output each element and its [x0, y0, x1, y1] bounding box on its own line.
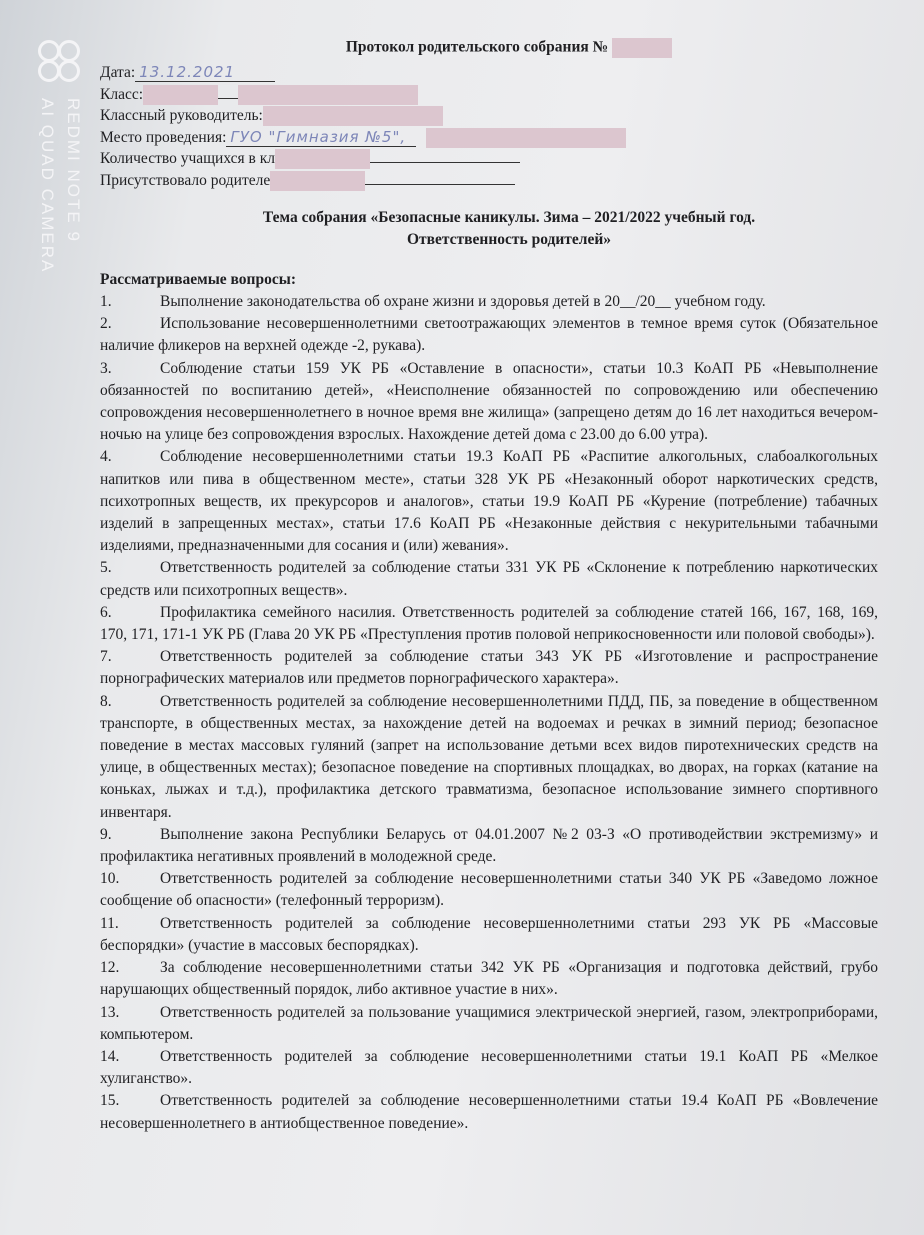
- students-field: Количество учащихся в кл: [100, 148, 878, 170]
- item-number: 14.: [100, 1047, 120, 1065]
- date-field: Дата: 13.12.2021: [100, 62, 878, 84]
- agenda-item: [100, 446, 878, 557]
- date-value: 13.12.2021: [135, 63, 275, 82]
- item-number: 3.: [100, 359, 112, 377]
- item-text: Ответственность родителей за соблюдение несовершеннолетними статьи 293 УК РБ «Массовые беспорядки» (участие в массовых беспорядках).: [100, 914, 878, 954]
- item-text: Профилактика семейного насилия. Ответственность родителей за соблюдение статей 166, 167, 168, 169, 170, 171, 171-1 УК РБ (Глава 20 УК РБ «Преступления против половой неприкосновенности или половой свободы»).: [100, 603, 878, 644]
- item-text: Ответственность родителей за соблюдение несовершеннолетними ПДД, ПБ, за поведение в общественном транспорте, в общественных местах, за нахождение детей на водоемах и речках в зимний период; безопасное поведение в местах массовых гуляний (запрет на использование детьми всех видов пиротехнических средств на улице, в общественных местах); безопасное поведение на спортивных площадках, во дворах, на горках (катание на коньках, лыжах и т.д.), профилактика детского травматизма, безопасное использование зимнего спортивного инвентаря.: [100, 692, 878, 821]
- agenda-item: [100, 1002, 878, 1046]
- item-text: Соблюдение несовершеннолетними статьи 19.3 КоАП РБ «Распитие алкогольных, слабоалкогольных напитков или пива в общественном месте», статьи 328 УК РБ «Незаконный оборот наркотических средств, психотропных веществ, их прекурсоров и аналогов», статьи 19.9 КоАП РБ «Курение (потребление) табачных изделий в запрещенных местах», статьи 17.6 КоАП РБ «Незаконные действия с некурительными табачными изделиями, предназначенными для сосания и (или) жевания».: [100, 448, 878, 555]
- place-value: ГУО "Гимназия №5",: [226, 128, 416, 147]
- watermark-line1: REDMI NOTE 9: [64, 98, 83, 243]
- agenda-item: [100, 646, 878, 690]
- agenda-item: [100, 358, 878, 447]
- document-title: Протокол родительского собрания №: [140, 38, 878, 62]
- item-number: 11.: [100, 914, 119, 932]
- item-number: 9.: [100, 825, 112, 843]
- place-field: Место проведения: ГУО "Гимназия №5",: [100, 127, 878, 149]
- item-number: 1.: [100, 293, 112, 310]
- agenda-item: [100, 691, 878, 824]
- agenda-item: [100, 957, 878, 1001]
- item-number: 12.: [100, 959, 120, 977]
- item-text: За соблюдение несовершеннолетними статьи 342 УК РБ «Организация и подготовка действий, грубо нарушающих общественный порядок, либо активное участие в них».: [100, 959, 878, 999]
- item-number: 2.: [100, 315, 112, 333]
- document-page: [100, 38, 878, 1135]
- agenda-item: [100, 291, 878, 313]
- camera-watermark: [34, 40, 94, 274]
- watermark-line2: AI QUAD CAMERA: [38, 98, 57, 274]
- item-number: 5.: [100, 559, 112, 577]
- camera-logo-icon: [38, 40, 82, 84]
- class-field: Класс:: [100, 84, 878, 106]
- agenda-item: [100, 602, 878, 646]
- item-number: 15.: [100, 1092, 120, 1110]
- item-text: Ответственность родителей за пользование учащимися электрической энергией, газом, электроприборами, компьютером.: [100, 1003, 878, 1043]
- agenda-item: [100, 824, 878, 868]
- item-number: 8.: [100, 692, 112, 710]
- item-number: 13.: [100, 1003, 120, 1021]
- item-number: 4.: [100, 448, 112, 466]
- agenda-item: [100, 557, 878, 601]
- agenda-item: [100, 313, 878, 357]
- item-text: Ответственность родителей за соблюдение статьи 331 УК РБ «Склонение к потреблению наркотических средств или психотропных веществ».: [100, 559, 878, 599]
- agenda-item: [100, 913, 878, 957]
- section-title: Рассматриваемые вопросы:: [100, 271, 297, 288]
- agenda-item: [100, 868, 878, 912]
- item-number: 6.: [100, 603, 112, 621]
- agenda-item: [100, 1046, 878, 1090]
- item-text: Выполнение законодательства об охране жизни и здоровья детей в 20__/20__ учебном году.: [160, 293, 766, 310]
- parents-field: Присутствовало родителе: [100, 170, 878, 192]
- teacher-field: Классный руководитель:: [100, 105, 878, 127]
- item-text: Ответственность родителей за соблюдение несовершеннолетними статьи 19.4 КоАП РБ «Вовлечение несовершеннолетнего в антиобщественное поведение».: [100, 1092, 878, 1132]
- agenda-list: [100, 291, 878, 1135]
- item-text: Соблюдение статьи 159 УК РБ «Оставление в опасности», статьи 10.3 КоАП РБ «Невыполнение обязанностей по воспитанию детей», «Неисполнение обязанностей по сопровождению или обеспечению сопровождения несовершеннолетнего в ночное время вне жилища» (запрещено детям до 16 лет находиться вечером-ночью на улице без сопровождения взрослых. Нахождение детей дома с 23.00 до 6.00 утра).: [100, 359, 878, 444]
- agenda-item: [100, 1090, 878, 1134]
- item-number: 10.: [100, 870, 120, 888]
- meeting-theme: Тема собрания «Безопасные каникулы. Зима – 2021/2022 учебный год. Ответственность родителей»: [262, 209, 756, 248]
- item-text: Использование несовершеннолетними светоотражающих элементов в темное время суток (Обязательное наличие фликеров на верхней одежде -2, рукава).: [100, 315, 878, 355]
- item-number: 7.: [100, 648, 112, 666]
- item-text: Ответственность родителей за соблюдение несовершеннолетними статьи 340 УК РБ «Заведомо ложное сообщение об опасности» (телефонный терроризм).: [100, 870, 878, 910]
- item-text: Выполнение закона Республики Беларусь от 04.01.2007 №2 03-З «О противодействии экстремизму» и профилактика негативных проявлений в молодежной среде.: [100, 825, 878, 866]
- item-text: Ответственность родителей за соблюдение несовершеннолетними статьи 19.1 КоАП РБ «Мелкое хулиганство».: [100, 1047, 878, 1088]
- item-text: Ответственность родителей за соблюдение статьи 343 УК РБ «Изготовление и распространение порнографических материалов или предметов порнографического характера».: [100, 648, 878, 688]
